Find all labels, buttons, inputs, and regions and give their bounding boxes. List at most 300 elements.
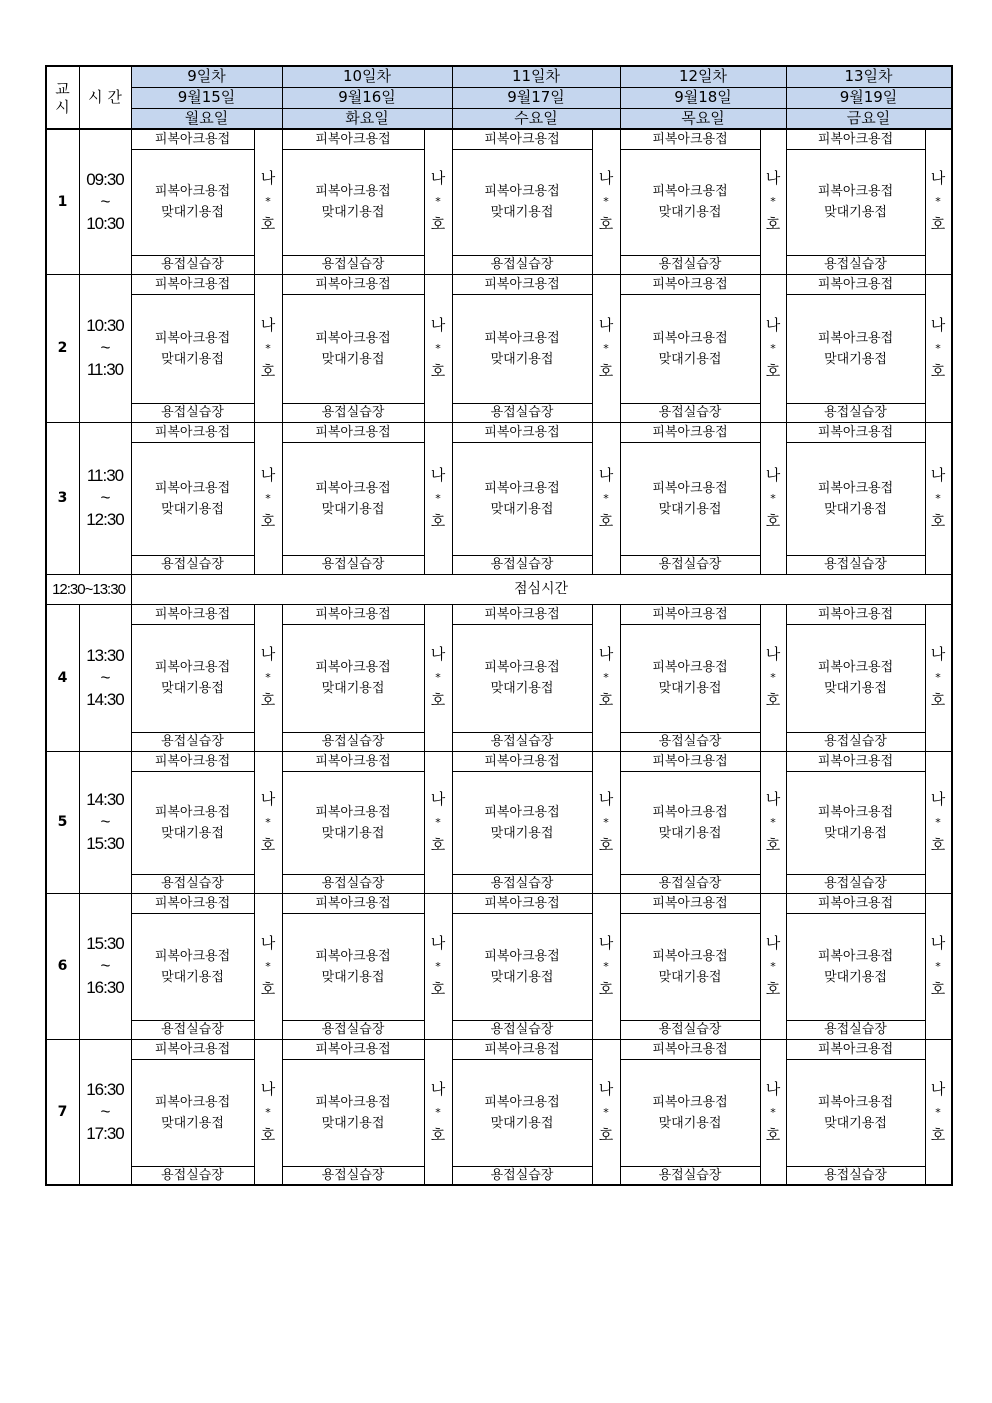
instructor-char: 나 [598,1079,614,1098]
day-header-day-no: 12일차 [678,67,728,85]
period-time-start: 09:30 [86,169,124,189]
instructor-char: 나 [430,169,446,187]
course-box-top-line [620,294,760,295]
day-column-line [452,422,453,574]
instructor-char: 나 [598,465,614,484]
instructor-char: 호 [260,215,276,233]
course-box-top-line [131,624,254,625]
instructor-mask: * [935,341,941,355]
instructor-mask: * [935,671,941,684]
course-name: 피복아크용접 [652,660,728,675]
instructor-char: 호 [930,361,946,380]
instructor-char: 호 [430,511,446,530]
course-box [282,294,424,403]
subject-label: 피복아크용접 [154,606,231,622]
subject-label: 피복아크용접 [315,753,391,769]
day-header-date: 9월19일 [839,88,898,106]
day-header-weekday: 금요일 [846,109,891,127]
instructor-char: 호 [260,1125,276,1144]
instructor-char: 나 [765,465,781,484]
period-row-line [46,274,951,275]
room-label: 용접실습장 [161,734,224,749]
course-box-bottom-line [452,874,592,875]
period-time [79,1039,131,1185]
course-detail: 맞대기용접 [321,969,385,985]
instructor-char: 호 [430,979,446,998]
course-box-bottom-line [282,1166,424,1167]
period-time [79,422,131,574]
course-box-bottom-line [131,732,254,733]
instructor-name [760,604,786,751]
subject-label: 피복아크용접 [817,753,894,769]
instructor-name [760,422,786,574]
room-label: 용접실습장 [490,876,554,891]
instructor-mask: * [265,491,271,505]
course-detail: 맞대기용접 [321,1115,385,1131]
grid-line [131,274,132,422]
instructor-char: 호 [930,215,946,233]
instructor-name [925,604,951,751]
course-detail: 맞대기용접 [161,681,224,696]
instructor-mask: * [603,195,609,208]
day-header-weekday: 수요일 [514,109,558,127]
course-box [620,294,760,403]
instructor-divider [592,422,593,574]
day-header-weekday: 목요일 [681,109,725,127]
instructor-divider [254,893,255,1039]
instructor-name [925,129,951,274]
course-box-bottom-line [282,732,424,733]
day-header-day-no: 11일차 [511,67,561,85]
subject-label: 피복아크용접 [817,131,894,147]
day-column-line [282,893,283,1039]
instructor-name [592,129,620,274]
period-time [79,751,131,893]
lunch-time: 12:30~13:30 [52,580,125,598]
course-box [452,442,592,555]
course-box [131,294,254,403]
course-box-bottom-line [786,874,925,875]
instructor-name [424,129,452,274]
course-detail: 맞대기용접 [658,1115,722,1131]
instructor-mask: * [265,341,271,355]
grid-line [79,66,80,129]
course-box [452,149,592,255]
course-name: 피복아크용접 [315,804,391,820]
instructor-mask: * [770,1105,776,1119]
period-row-line [46,1039,951,1040]
course-box-top-line [786,913,925,914]
subject-label: 피복아크용접 [817,606,894,622]
course-box-bottom-line [131,555,254,556]
period-time-end: 12:30 [86,510,124,529]
day-column-line [452,1039,453,1185]
course-box-bottom-line [620,555,760,556]
course-name: 피복아크용접 [154,480,231,496]
course-detail: 맞대기용접 [490,501,554,517]
instructor-name [925,274,951,422]
course-detail: 맞대기용접 [658,681,722,696]
subject-label: 피복아크용접 [315,276,391,292]
instructor-mask: * [603,815,609,829]
course-box [786,149,925,255]
day-column-line [452,604,453,751]
course-box [620,1059,760,1166]
course-name: 피복아크용접 [315,660,391,675]
course-name: 피복아크용접 [817,660,894,675]
instructor-name [925,893,951,1039]
course-detail: 맞대기용접 [658,351,722,367]
instructor-char: 나 [260,169,276,187]
instructor-char: 나 [430,1079,446,1098]
instructor-char: 호 [430,215,446,233]
grid-line [79,751,80,893]
course-box-top-line [452,294,592,295]
subject-label: 피복아크용접 [484,895,560,911]
day-column-line [786,1039,787,1185]
period-time-start: 16:30 [86,1080,124,1099]
instructor-char: 나 [260,933,276,952]
course-name: 피복아크용접 [154,804,231,820]
instructor-divider [760,893,761,1039]
instructor-mask: * [770,959,776,973]
instructor-divider [592,893,593,1039]
instructor-divider [925,893,926,1039]
instructor-divider [254,274,255,422]
course-detail: 맞대기용접 [321,501,385,517]
instructor-name [254,1039,282,1185]
course-name: 피복아크용접 [652,184,728,199]
instructor-name [254,893,282,1039]
subject-label: 피복아크용접 [652,895,728,911]
course-box [786,442,925,555]
day-column-line [786,604,787,751]
course-name: 피복아크용접 [315,948,391,964]
course-box [131,1059,254,1166]
course-box-top-line [282,913,424,914]
period-time-end: 11:30 [86,360,124,379]
course-name: 피복아크용접 [652,804,728,820]
instructor-char: 나 [765,789,781,808]
instructor-divider [254,604,255,751]
instructor-char: 호 [598,511,614,530]
instructor-char: 나 [930,315,946,334]
course-detail: 맞대기용접 [490,351,554,367]
course-box-top-line [452,624,592,625]
course-name: 피복아크용접 [817,804,894,820]
instructor-name [760,129,786,274]
period-time-start: 11:30 [86,466,124,485]
course-name: 피복아크용접 [484,1094,560,1110]
course-detail: 맞대기용접 [824,501,887,517]
instructor-divider [254,129,255,274]
instructor-name [925,751,951,893]
instructor-divider [925,422,926,574]
course-name: 피복아크용접 [154,1094,231,1110]
subject-label: 피복아크용접 [484,276,560,292]
instructor-divider [592,751,593,893]
course-box-top-line [282,442,424,443]
period-time-start: 10:30 [86,316,124,335]
course-box-bottom-line [452,1020,592,1021]
course-box-top-line [131,294,254,295]
course-box-bottom-line [131,255,254,256]
subject-label: 피복아크용접 [154,276,231,292]
day-header-weekday: 화요일 [345,109,389,127]
subject-label: 피복아크용접 [315,1041,391,1057]
day-column-line [452,893,453,1039]
course-box-top-line [620,771,760,772]
course-box-bottom-line [131,403,254,404]
header-row-line [131,108,951,109]
instructor-mask: * [435,959,441,973]
subject-label: 피복아크용접 [817,276,894,292]
course-box [282,913,424,1020]
period-time [79,274,131,422]
period-time-end: 17:30 [86,1124,124,1143]
course-box [131,149,254,255]
instructor-char: 호 [930,691,946,709]
instructor-char: 나 [930,169,946,187]
course-detail: 맞대기용접 [824,825,887,841]
subject-label: 피복아크용접 [484,606,560,622]
course-name: 피복아크용접 [652,480,728,496]
period-time [79,604,131,751]
course-box-bottom-line [786,1166,925,1167]
course-name: 피복아크용접 [817,184,894,199]
course-box-top-line [620,149,760,150]
course-detail: 맞대기용접 [321,205,385,220]
instructor-mask: * [935,195,941,208]
instructor-char: 나 [765,169,781,187]
course-detail: 맞대기용접 [490,681,554,696]
instructor-char: 나 [430,933,446,952]
instructor-name [592,1039,620,1185]
room-label: 용접실습장 [490,257,554,272]
course-box-top-line [786,149,925,150]
course-box [620,913,760,1020]
course-detail: 맞대기용접 [824,681,887,696]
course-box-top-line [131,149,254,150]
instructor-mask: * [265,959,271,973]
instructor-name [592,751,620,893]
period-time-sep: ~ [100,338,110,357]
instructor-char: 호 [430,835,446,854]
course-name: 피복아크용접 [315,480,391,496]
instructor-char: 호 [598,215,614,233]
instructor-mask: * [435,1105,441,1119]
instructor-divider [254,422,255,574]
room-label: 용접실습장 [490,734,554,749]
instructor-name [592,422,620,574]
instructor-char: 호 [765,979,781,998]
room-label: 용접실습장 [658,1168,722,1183]
course-box [786,294,925,403]
course-detail: 맞대기용접 [321,825,385,841]
course-box-bottom-line [131,874,254,875]
day-column-line [786,422,787,574]
instructor-divider [424,129,425,274]
instructor-divider [592,274,593,422]
course-box-bottom-line [786,255,925,256]
course-name: 피복아크용접 [315,184,391,199]
subject-label: 피복아크용접 [315,424,391,440]
course-name: 피복아크용접 [484,330,560,346]
instructor-divider [424,604,425,751]
instructor-mask: * [435,491,441,505]
room-label: 용접실습장 [321,1022,385,1037]
instructor-char: 호 [260,691,276,709]
period-row-line [46,422,951,423]
instructor-mask: * [603,491,609,505]
time-column-header: 시 간 [88,88,122,106]
subject-label: 피복아크용접 [154,895,231,911]
room-label: 용접실습장 [161,1022,224,1037]
day-column-line [620,751,621,893]
period-time [79,129,131,274]
course-box [452,913,592,1020]
course-box-top-line [786,771,925,772]
course-name: 피복아크용접 [315,1094,391,1110]
room-label: 용접실습장 [824,876,887,891]
instructor-char: 나 [930,465,946,484]
instructor-divider [760,751,761,893]
course-box-top-line [786,1059,925,1060]
instructor-name [592,893,620,1039]
room-label: 용접실습장 [490,1168,554,1183]
day-column-line [620,604,621,751]
instructor-char: 나 [260,789,276,808]
period-number: 1 [57,193,68,210]
course-detail: 맞대기용접 [658,969,722,985]
course-box-top-line [131,442,254,443]
subject-label: 피복아크용접 [154,1041,231,1057]
instructor-char: 나 [598,645,614,663]
subject-label: 피복아크용접 [652,276,728,292]
course-box-bottom-line [620,403,760,404]
period-number: 4 [57,669,68,686]
instructor-name [925,1039,951,1185]
course-box [131,624,254,732]
course-box-bottom-line [620,1020,760,1021]
instructor-char: 호 [598,835,614,854]
course-detail: 맞대기용접 [824,969,887,985]
course-box [452,771,592,874]
period-number: 5 [57,814,68,830]
instructor-divider [925,751,926,893]
period-time-end: 14:30 [86,689,124,709]
room-label: 용접실습장 [824,557,887,572]
course-box-top-line [282,624,424,625]
day-column-line [620,893,621,1039]
instructor-char: 호 [765,511,781,530]
instructor-divider [424,422,425,574]
instructor-divider [760,129,761,274]
period-number: 2 [57,340,68,356]
day-header-weekday: 월요일 [184,109,229,127]
subject-label: 피복아크용접 [652,1041,728,1057]
day-column-line [620,274,621,422]
subject-label: 피복아크용접 [817,424,894,440]
day-header-day-no: 10일차 [342,67,392,85]
day-column-line [282,129,283,274]
instructor-name [760,751,786,893]
subject-label: 피복아크용접 [817,1041,894,1057]
instructor-name [424,751,452,893]
instructor-mask: * [935,491,941,505]
day-column-line [452,751,453,893]
instructor-char: 호 [765,361,781,380]
lunch-bottom-line [46,604,951,605]
course-box [620,149,760,255]
subject-label: 피복아크용접 [154,131,231,147]
course-box-bottom-line [786,555,925,556]
instructor-divider [592,129,593,274]
instructor-char: 호 [598,361,614,380]
course-box-top-line [620,1059,760,1060]
instructor-char: 호 [598,1125,614,1144]
course-name: 피복아크용접 [315,330,391,346]
room-label: 용접실습장 [658,876,722,891]
subject-label: 피복아크용접 [315,131,391,147]
day-column-line [452,129,453,274]
instructor-char: 나 [598,933,614,952]
course-name: 피복아크용접 [817,948,894,964]
instructor-char: 호 [930,835,946,854]
grid-line [131,422,132,574]
instructor-mask: * [935,815,941,829]
instructor-divider [592,1039,593,1185]
instructor-mask: * [265,1105,271,1119]
course-detail: 맞대기용접 [658,501,722,517]
instructor-char: 나 [598,789,614,808]
lunch-label: 점심시간 [513,581,569,597]
course-detail: 맞대기용접 [161,351,224,367]
instructor-char: 나 [430,789,446,808]
day-column-line [282,751,283,893]
instructor-mask: * [265,815,271,829]
instructor-name [592,604,620,751]
day-header-date: 9월18일 [674,88,732,106]
course-detail: 맞대기용접 [490,205,554,220]
course-box [282,442,424,555]
period-time-sep: ~ [100,191,110,211]
instructor-divider [254,1039,255,1185]
day-header-date: 9월17일 [507,88,565,106]
instructor-divider [925,1039,926,1185]
instructor-char: 나 [430,315,446,334]
period-time-start: 13:30 [86,645,124,665]
course-box [131,442,254,555]
instructor-name [760,274,786,422]
grid-line [79,1039,80,1185]
instructor-char: 호 [765,691,781,709]
course-box-bottom-line [786,1020,925,1021]
course-detail: 맞대기용접 [161,969,224,985]
course-box-top-line [452,442,592,443]
instructor-char: 호 [930,1125,946,1144]
course-name: 피복아크용접 [652,330,728,346]
instructor-char: 호 [765,835,781,854]
instructor-name [424,604,452,751]
course-detail: 맞대기용접 [161,501,224,517]
day-column-line [282,604,283,751]
day-header-date: 9월16일 [338,88,396,106]
header-bottom-line [46,128,951,130]
course-box-bottom-line [282,555,424,556]
room-label: 용접실습장 [161,1168,224,1183]
instructor-char: 나 [598,315,614,334]
